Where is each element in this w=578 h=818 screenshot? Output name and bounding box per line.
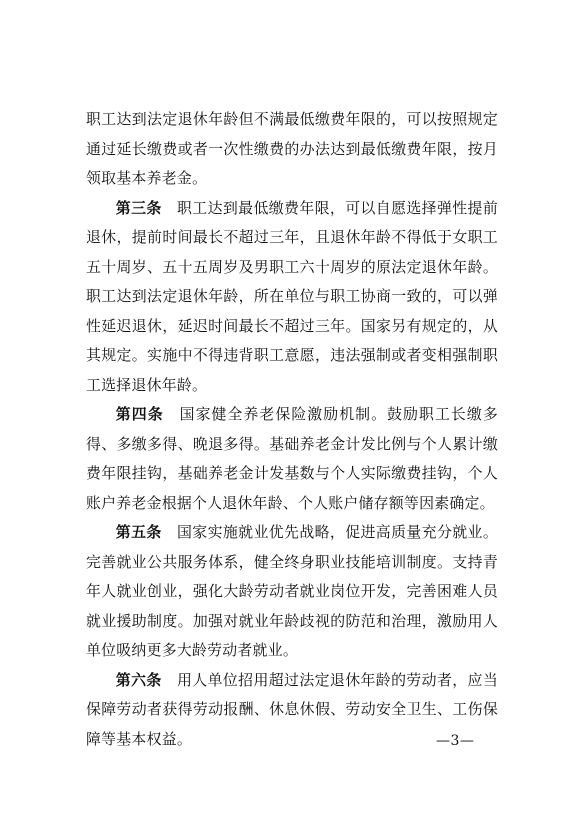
article-text: 国家健全养老保险激励机制。鼓励职工长缴多得、多缴多得、晚退多得。基础养老金计发比例与个人累计缴费年限挂钩，基础养老金计发基数与个人实际缴费挂钩，个人账户养老金根据个人退休年龄、个人账户储存额等因素确定。 xyxy=(86,405,498,512)
article-heading: 第四条 xyxy=(115,405,164,423)
paragraph-continuation xyxy=(86,105,498,194)
paragraph-text: 职工达到法定退休年龄但不满最低缴费年限的，可以按照规定通过延长缴费或者一次性缴费的办法达到最低缴费年限，按月领取基本养老金。 xyxy=(86,110,498,187)
page-number: —3— xyxy=(436,733,475,749)
article-5 xyxy=(86,518,498,666)
article-text: 用人单位招用超过法定退休年龄的劳动者，应当保障劳动者获得劳动报酬、休息休假、劳动安全卫生、工伤保障等基本权益。 xyxy=(86,670,498,748)
article-heading: 第五条 xyxy=(115,523,162,541)
article-3 xyxy=(86,194,498,401)
article-text: 职工达到最低缴费年限，可以自愿选择弹性提前退休，提前时间最长不超过三年，且退休年龄不得低于女职工五十周岁、五十五周岁及男职工六十周岁的原法定退休年龄。职工达到法定退休年龄，所在单位与职工协商一致的，可以弹性延迟退休，延迟时间最长不超过三年。国家另有规定的，从其规定。实施中不得违背职工意愿，违法强制或者变相强制职工选择退休年龄。 xyxy=(86,198,498,394)
article-4 xyxy=(86,400,498,518)
article-text: 国家实施就业优先战略，促进高质量充分就业。完善就业公共服务体系，健全终身职业技能培训制度。支持青年人就业创业，强化大龄劳动者就业岗位开发，完善困难人员就业援助制度。加强对就业年龄歧视的防范和治理，激励用人单位吸纳更多大龄劳动者就业。 xyxy=(86,523,498,659)
document-body xyxy=(86,105,498,754)
article-heading: 第三条 xyxy=(115,198,162,217)
article-heading: 第六条 xyxy=(115,670,162,689)
